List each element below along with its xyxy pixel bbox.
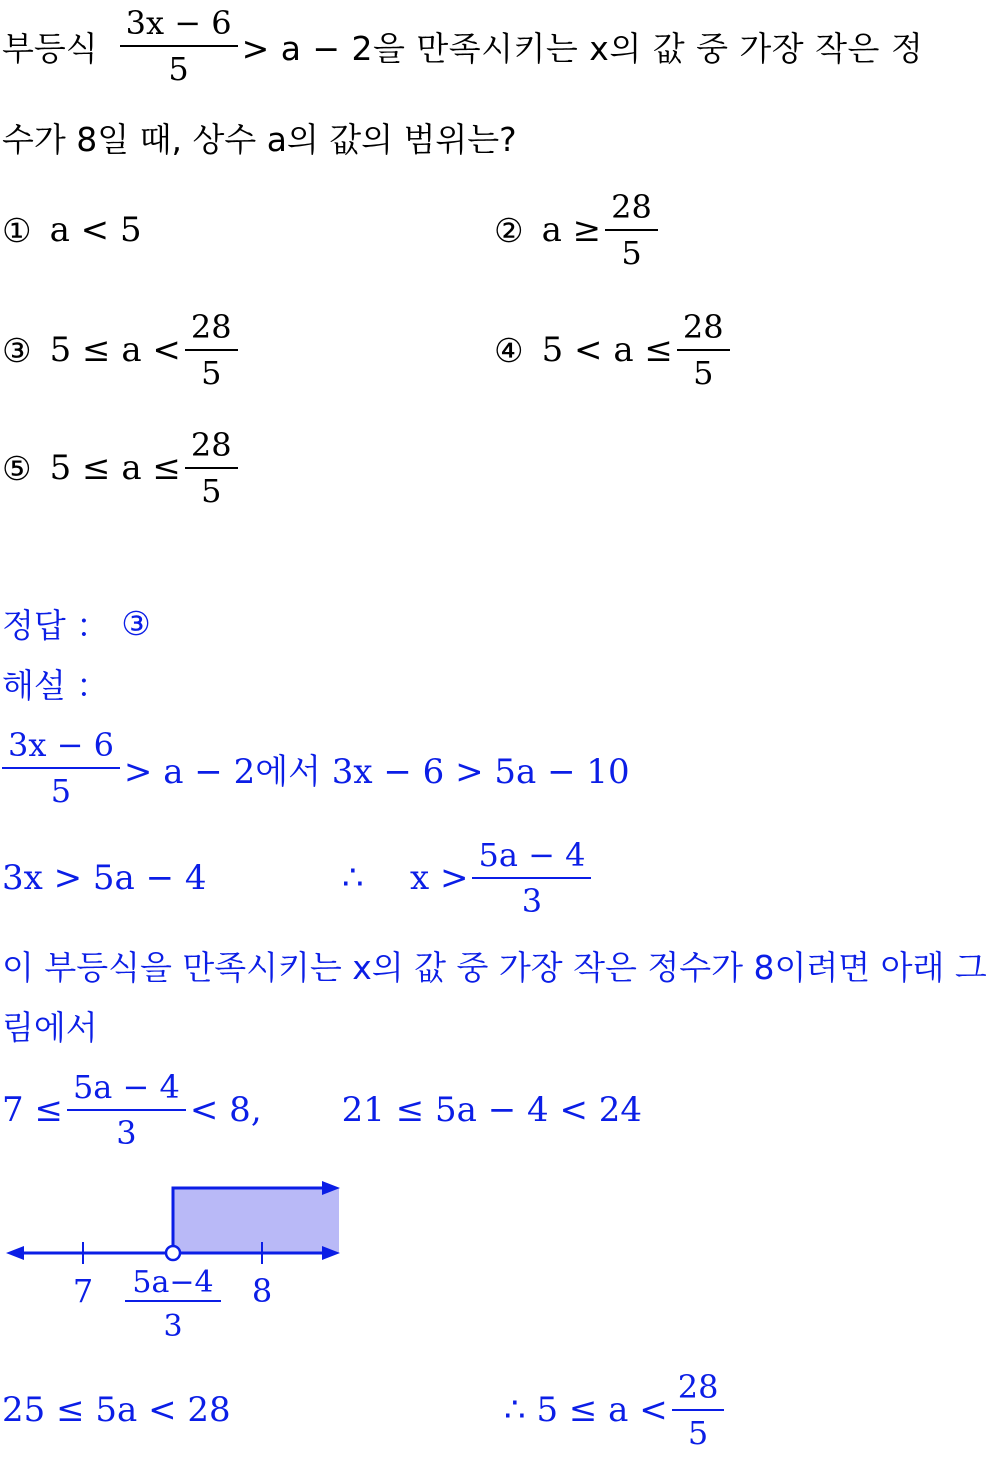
option-5-marker: ⑤ — [2, 448, 32, 488]
question-line1-rest: > a − 2을 만족시키는 x의 값 중 가장 작은 정 — [241, 28, 924, 68]
explanation-paragraph-2: 림에서 — [2, 1007, 98, 1047]
number-line-diagram — [0, 1170, 360, 1350]
option-4[interactable] — [494, 300, 734, 400]
option-3-text: 5 ≤ a < — [49, 330, 181, 370]
option-3-numerator: 28 — [190, 308, 232, 346]
explanation-paragraph-1: 이 부등식을 만족시키는 x의 값 중 가장 작은 정수가 8이려면 아래 그 — [2, 947, 987, 987]
answer-line — [2, 598, 151, 648]
step2-denominator: 3 — [521, 882, 543, 920]
option-5-fraction — [185, 423, 238, 513]
question-line-2: 수가 8일 때, 상수 a의 값의 범위는? — [2, 119, 517, 159]
step3-numerator: 5a − 4 — [72, 1068, 180, 1106]
answer-value: ③ — [121, 603, 151, 643]
option-2-fraction — [605, 185, 658, 275]
explanation-step-4 — [2, 1362, 728, 1458]
step1-denominator: 5 — [50, 772, 72, 810]
step1-rest: > a − 2에서 3x − 6 > 5a − 10 — [123, 751, 630, 792]
option-2-denominator: 5 — [621, 234, 642, 272]
option-5-denominator: 5 — [201, 472, 222, 510]
explanation-label: 해설 ： — [2, 665, 110, 705]
option-1-text: a < 5 — [49, 210, 142, 250]
step3-right: 21 ≤ 5a − 4 < 24 — [341, 1090, 643, 1130]
step2-fraction — [472, 833, 591, 923]
option-2[interactable] — [494, 180, 662, 280]
option-3-marker: ③ — [2, 330, 32, 370]
option-2-text: a ≥ — [541, 210, 602, 250]
option-5[interactable] — [2, 418, 242, 518]
option-3[interactable] — [2, 300, 242, 400]
explanation-step-3 — [2, 1062, 642, 1158]
step4-denominator: 5 — [687, 1414, 709, 1452]
option-2-marker: ② — [494, 210, 524, 250]
explanation-step-2 — [2, 830, 622, 926]
step4-fraction — [672, 1365, 725, 1455]
step3-pre: 7 ≤ — [2, 1090, 63, 1130]
tick-label-8: 8 — [251, 1272, 273, 1310]
step1-fraction — [2, 723, 120, 813]
question-fraction-denominator: 5 — [168, 50, 189, 88]
step4-conclusion: ∴ 5 ≤ a < — [504, 1390, 668, 1430]
step2-left: 3x > 5a − 4 — [2, 858, 207, 898]
option-5-text: 5 ≤ a ≤ — [49, 448, 181, 488]
step2-numerator: 5a − 4 — [478, 836, 586, 874]
left-arrowhead-icon — [6, 1246, 24, 1260]
tick-label-num: 5a−4 — [132, 1265, 214, 1300]
step4-left: 25 ≤ 5a < 28 — [2, 1390, 231, 1430]
therefore-symbol: ∴ — [342, 858, 364, 898]
question-fraction-numerator: 3x − 6 — [125, 4, 232, 42]
option-5-numerator: 28 — [190, 426, 232, 464]
question-fraction — [120, 1, 238, 91]
shaded-region — [173, 1188, 339, 1253]
option-3-fraction — [185, 305, 238, 395]
option-4-denominator: 5 — [693, 354, 714, 392]
open-circle-marker — [166, 1246, 180, 1260]
answer-label: 정답 ： — [2, 605, 110, 645]
option-1[interactable] — [2, 205, 142, 255]
option-2-numerator: 28 — [611, 188, 652, 226]
explanation-step-1 — [2, 720, 630, 816]
option-4-marker: ④ — [494, 330, 524, 370]
step3-post: < 8, — [189, 1090, 262, 1130]
option-4-fraction — [677, 305, 730, 395]
option-1-marker: ① — [2, 210, 32, 250]
question-prefix: 부등식 — [2, 28, 98, 68]
tick-label-den: 3 — [163, 1309, 183, 1344]
question-line-1 — [2, 0, 923, 92]
option-4-numerator: 28 — [682, 308, 724, 346]
step3-fraction — [67, 1065, 186, 1155]
option-3-denominator: 5 — [201, 354, 222, 392]
step4-numerator: 28 — [677, 1368, 719, 1406]
step2-inequality: x > — [410, 858, 469, 898]
tick-label-7: 7 — [72, 1272, 94, 1310]
step1-numerator: 3x − 6 — [8, 726, 114, 764]
step3-denominator: 3 — [116, 1114, 137, 1152]
option-4-text: 5 < a ≤ — [541, 330, 673, 370]
